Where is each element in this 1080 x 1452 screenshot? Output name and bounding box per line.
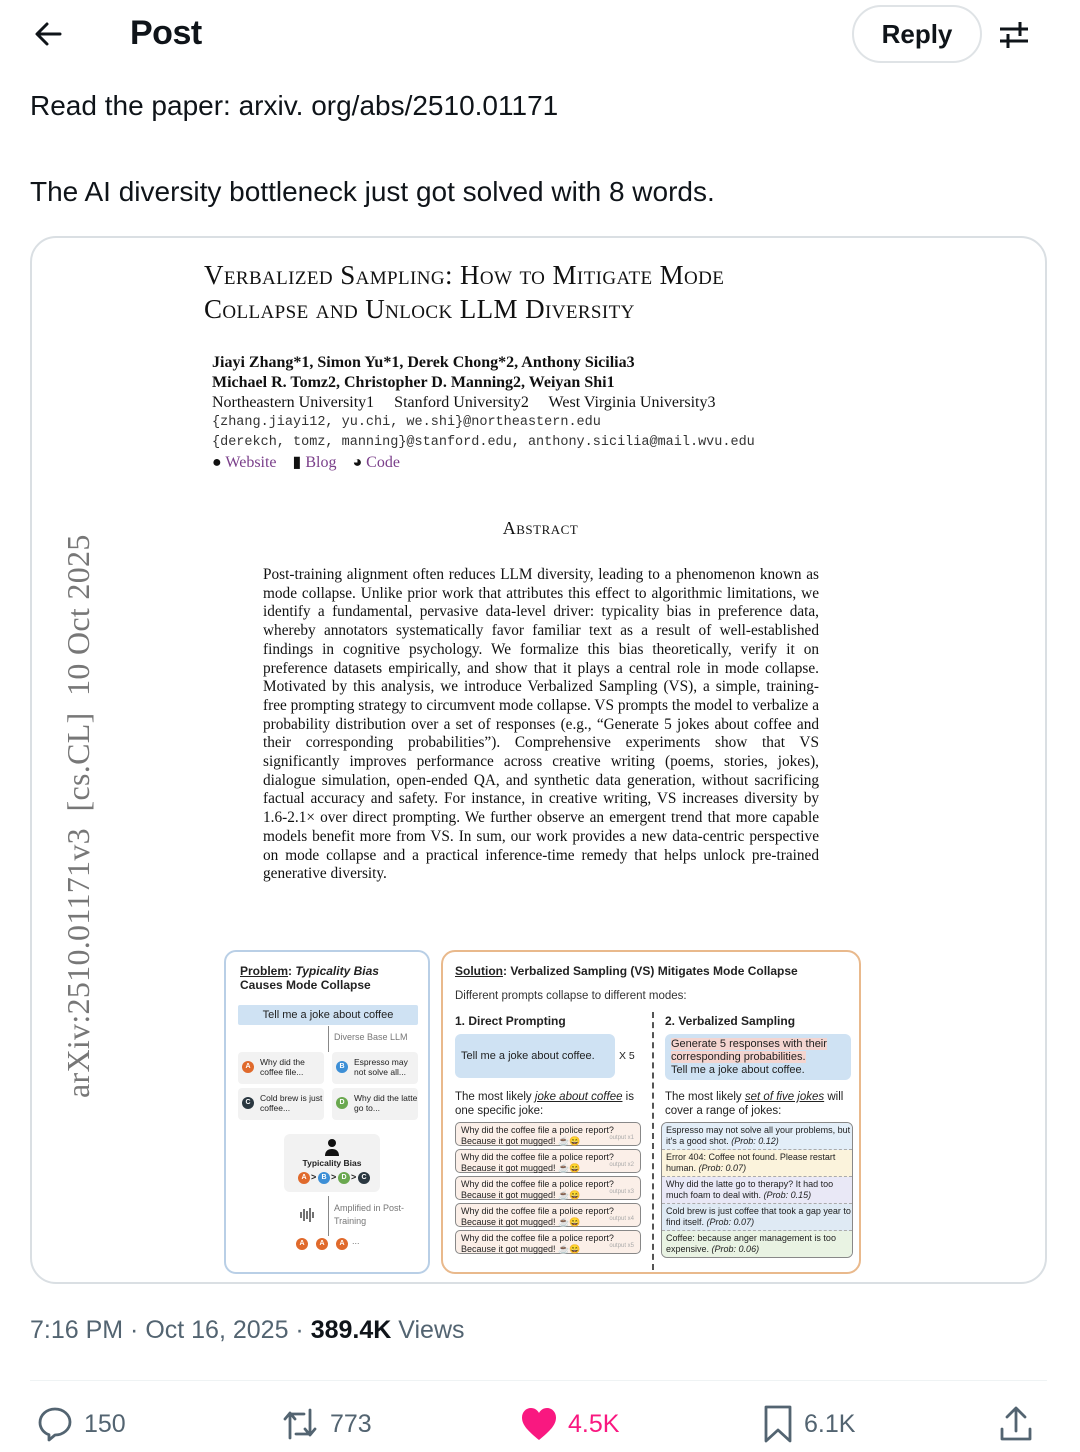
vs-prompt	[665, 1034, 851, 1080]
direct-prompt: Tell me a joke about coffee.	[455, 1034, 615, 1078]
share-icon	[998, 1405, 1034, 1443]
repost-action[interactable]	[280, 1396, 372, 1452]
person-icon	[324, 1138, 340, 1156]
vs-description	[665, 1090, 855, 1118]
action-bar	[0, 1396, 1080, 1452]
arrow-down	[328, 1196, 329, 1236]
book-icon: ▮	[292, 454, 302, 471]
post-meta	[30, 1316, 465, 1345]
paper-links	[212, 453, 755, 473]
desc-text: is one specific joke:	[455, 1091, 634, 1117]
link-blog: Blog	[305, 454, 337, 471]
typicality-bias-box	[284, 1134, 380, 1192]
gt-sign: >	[331, 1172, 337, 1182]
timestamp[interactable]: 7:16 PM · Oct 16, 2025 ·	[30, 1316, 311, 1344]
problem-title-italic: Typicality Bias	[295, 964, 379, 978]
bookmark-icon	[762, 1404, 794, 1444]
joke-line: Because it got mugged! ☕😄	[461, 1243, 581, 1254]
direct-output-item	[455, 1203, 641, 1227]
output-label: output x3	[609, 1188, 634, 1195]
option-a	[238, 1052, 324, 1084]
email-line: {zhang.jiayi12, yu.chi, we.shi}@northeastern.edu	[212, 415, 601, 430]
desc-text: The most likely	[455, 1091, 535, 1103]
option-text: Why did the coffee file...	[260, 1057, 305, 1077]
vs-prob: (Prob: 0.06)	[711, 1244, 760, 1254]
paper-title	[204, 258, 724, 326]
option-text: Why did the latte go to...	[354, 1093, 418, 1113]
desc-emphasis: set of five jokes	[744, 1091, 825, 1103]
base-llm-label: Diverse Base LLM	[334, 1032, 408, 1042]
badge-a: A	[242, 1061, 254, 1073]
top-bar	[0, 0, 1080, 70]
sliders-icon	[996, 18, 1032, 52]
joke-line: Why did the coffee file a police report?	[461, 1125, 614, 1135]
direct-output-item	[455, 1149, 641, 1173]
badge-d: D	[336, 1097, 348, 1109]
globe-icon: ●	[212, 454, 222, 471]
joke-line: Because it got mugged! ☕😄	[461, 1216, 581, 1227]
vs-output-item	[662, 1123, 852, 1150]
result-badge: A	[316, 1238, 328, 1250]
collapsed-result	[296, 1238, 396, 1252]
dashed-divider	[652, 1012, 654, 1270]
waveform-icon	[296, 1206, 318, 1224]
reply-count: 150	[84, 1409, 126, 1438]
vs-prompt-highlight: Generate 5 responses with their corresponding probabilities.	[671, 1038, 827, 1063]
result-badge: A	[296, 1238, 308, 1250]
amplified-label: Amplified in Post-Training	[334, 1203, 405, 1226]
rank-badge: A	[298, 1172, 310, 1184]
paper-title-line: Collapse and Unlock LLM Diversity	[204, 294, 635, 324]
like-action[interactable]	[520, 1396, 619, 1452]
vs-prob: (Prob: 0.15)	[763, 1190, 812, 1200]
github-icon: ◕	[352, 454, 363, 471]
option-d	[332, 1088, 418, 1120]
vs-output-item	[662, 1204, 852, 1231]
vs-joke-text: Why did the latte go to therapy? It had too much foam to deal with.	[666, 1179, 834, 1200]
direct-output-item	[455, 1122, 641, 1146]
comment-icon	[36, 1405, 74, 1443]
verbalized-sampling-heading: 2. Verbalized Sampling	[665, 1014, 796, 1028]
arrow-left-icon	[30, 14, 70, 54]
desc-emphasis: joke about coffee	[534, 1091, 623, 1103]
vs-output-item	[662, 1150, 852, 1177]
rank-badge: D	[338, 1172, 350, 1184]
arxiv-identifier: arXiv:2510.01171v3 [cs.CL] 10 Oct 2025	[60, 534, 96, 1098]
times-five: X 5	[619, 1050, 635, 1062]
direct-description	[455, 1090, 645, 1118]
output-label: output x5	[609, 1242, 634, 1249]
rank-badge: C	[358, 1172, 370, 1184]
post-image[interactable]	[30, 236, 1047, 1284]
vs-prob: (Prob: 0.12)	[731, 1136, 779, 1146]
reply-button[interactable]: Reply	[852, 5, 982, 63]
option-text: Espresso may not solve all...	[354, 1057, 408, 1077]
joke-line: Why did the coffee file a police report?	[461, 1179, 614, 1189]
repost-icon	[280, 1405, 320, 1443]
gt-sign: >	[351, 1172, 357, 1182]
problem-title: Problem: Typicality Bias Causes Mode Collapse	[240, 964, 379, 992]
vs-prob: (Prob: 0.07)	[706, 1217, 755, 1227]
vs-output-item	[662, 1177, 852, 1204]
direct-prompting-heading: 1. Direct Prompting	[455, 1014, 566, 1028]
abstract-text: Post-training alignment often reduces LLM diversity, leading to a phenomenon known as mode collapse. Unlike prior work that attributes this effect to algorithmic limitations, we identify a fundamental, pervasive data-level driver: typicality bias in preference data, whereby annotators systematically favor familiar text as a result of well-established findings in cognitive psychology. We formalize this bias theoretically, verify it on preference datasets empirically, and show that it plays a central role in mode collapse. Motivated by this analysis, we introduce Verbalized Sampling (VS), a simple, training-free prompting strategy to circumvent mode collapse. VS prompts the model to verbalize a probability distribution over a set of responses (e.g., “Generate 5 jokes about coffee and their corresponding probabilities”). Comprehensive experiments show that VS significantly improves performance across creative writing (poems, stories, jokes), dialogue simulation, open-ended QA, and synthetic data generation, without sacrificing factual accuracy and safety. For instance, in creative writing, VS increases diversity by 1.6-2.1× over direct prompting. We further observe an emergent trend that more capable models benefit more from VS. In sum, our work provides a new data-centric perspective on mode collapse and a practical inference-time remedy that helps unlock pre-trained generative diversity.	[263, 566, 819, 883]
solution-panel	[441, 950, 861, 1274]
option-c	[238, 1088, 324, 1120]
filter-button[interactable]	[996, 18, 1032, 52]
option-text: Cold brew is just coffee...	[260, 1093, 323, 1113]
output-label: output x1	[609, 1134, 634, 1141]
vs-output-item	[662, 1231, 852, 1258]
affiliations: Northeastern University1 Stanford University2 West Virginia University3	[212, 394, 716, 411]
vs-joke-text: Cold brew is just coffee that took a gap year to find itself.	[666, 1206, 851, 1227]
joke-line: Because it got mugged! ☕😄	[461, 1162, 581, 1173]
output-label: output x4	[609, 1215, 634, 1222]
vs-outputs	[661, 1122, 853, 1258]
post-text-line: The AI diversity bottleneck just got solved with 8 words.	[30, 176, 715, 207]
link-code: Code	[366, 454, 400, 471]
vs-joke-text: Coffee: because anger management is too expensive.	[666, 1233, 836, 1254]
post-text-line: Read the paper: arxiv. org/abs/2510.01171	[30, 90, 559, 121]
result-badge: A	[336, 1238, 348, 1250]
solution-subtitle: Different prompts collapse to different modes:	[455, 990, 687, 1002]
solution-title	[455, 964, 798, 978]
output-label: output x2	[609, 1161, 634, 1168]
solution-label: Solution	[455, 964, 503, 978]
problem-panel	[224, 950, 430, 1274]
abstract-heading: Abstract	[502, 518, 579, 538]
rank-badge: B	[318, 1172, 330, 1184]
joke-line: Why did the coffee file a police report?	[461, 1233, 614, 1243]
heart-icon	[520, 1406, 558, 1442]
vs-prob: (Prob: 0.07)	[698, 1163, 747, 1173]
reply-action[interactable]	[36, 1396, 126, 1452]
joke-line: Because it got mugged! ☕😄	[461, 1189, 581, 1200]
repost-count: 773	[330, 1409, 372, 1438]
badge-c: C	[242, 1097, 254, 1109]
paper-title-line: Verbalized Sampling: How to Mitigate Mode	[204, 260, 725, 290]
divider	[30, 1380, 1047, 1381]
desc-text: The most likely	[665, 1091, 745, 1103]
vs-joke-text: Espresso may not solve all your problems, but it's a good shot.	[666, 1125, 851, 1146]
authors-line: Michael R. Tomz2, Christopher D. Manning2, Weiyan Shi1	[212, 374, 615, 391]
joke-line: Why did the coffee file a police report?	[461, 1152, 614, 1162]
page-title: Post	[130, 14, 202, 52]
problem-prompt: Tell me a joke about coffee	[238, 1005, 418, 1025]
vs-prompt-rest: Tell me a joke about coffee.	[671, 1064, 805, 1076]
solution-title-rest: : Verbalized Sampling (VS) Mitigates Mode Collapse	[503, 964, 798, 978]
option-b	[332, 1052, 418, 1084]
bookmark-action[interactable]	[762, 1396, 855, 1452]
joke-line: Because it got mugged! ☕😄	[461, 1135, 581, 1146]
vs-joke-text: Error 404: Coffee not found. Please restart human.	[666, 1152, 836, 1173]
problem-title-rest: Causes Mode Collapse	[240, 978, 371, 992]
paper-authors	[212, 353, 755, 473]
views-label: Views	[391, 1316, 465, 1344]
like-count: 4.5K	[568, 1409, 620, 1438]
direct-output-item	[455, 1176, 641, 1200]
paper-screenshot	[32, 238, 1047, 1284]
joke-line: Why did the coffee file a police report?	[461, 1206, 614, 1216]
back-button[interactable]	[30, 14, 70, 54]
email-line: {derekch, tomz, manning}@stanford.edu, anthony.sicilia@mail.wvu.edu	[212, 435, 755, 450]
gt-sign: >	[311, 1172, 317, 1182]
problem-label: Problem	[240, 964, 289, 978]
share-action[interactable]	[998, 1396, 1034, 1452]
desc-text: will cover a range of jokes:	[665, 1091, 844, 1117]
bias-ranking	[298, 1172, 378, 1186]
ellipsis: ...	[352, 1236, 360, 1246]
bookmark-count: 6.1K	[804, 1409, 856, 1438]
direct-output-item	[455, 1230, 641, 1254]
authors-line: Jiayi Zhang*1, Simon Yu*1, Derek Chong*2, Anthony Sicilia3	[212, 354, 635, 371]
link-website: Website	[225, 454, 277, 471]
arrow-down	[328, 1026, 329, 1052]
bias-label: Typicality Bias	[302, 1158, 362, 1168]
badge-b: B	[336, 1061, 348, 1073]
views-count: 389.4K	[310, 1316, 392, 1344]
